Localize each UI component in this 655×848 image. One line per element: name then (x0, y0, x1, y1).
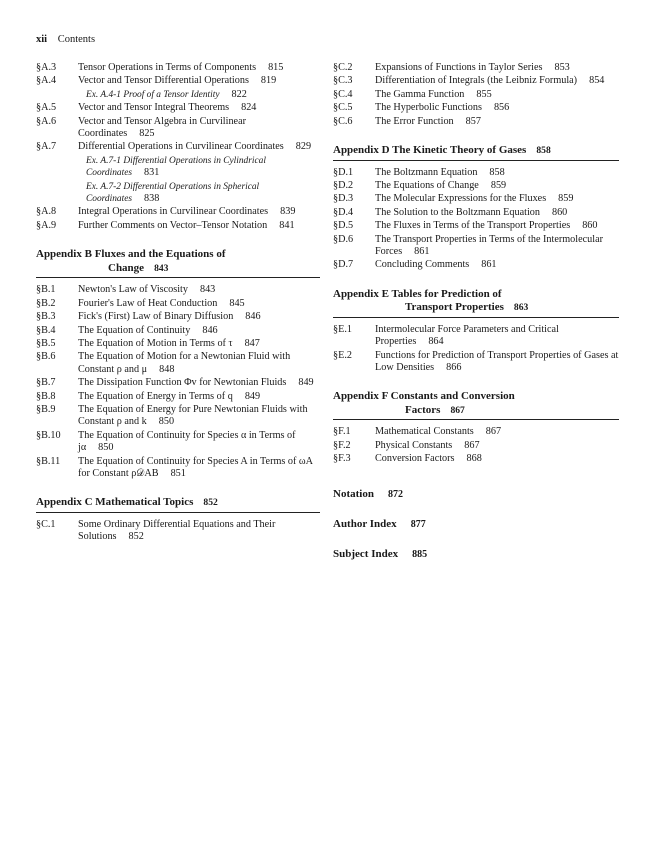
appendix-c-list (36, 519, 320, 544)
toc-entry[interactable] (36, 220, 320, 232)
toc-entry[interactable] (333, 453, 619, 465)
section-number: §A.3 (36, 62, 57, 73)
entry-page-number: 845 (229, 297, 245, 309)
section-number: §B.11 (36, 455, 61, 467)
toc-entry[interactable] (36, 391, 320, 403)
toc-entry[interactable] (333, 89, 619, 101)
toc-entry[interactable] (36, 116, 320, 141)
entry-page-number: 822 (231, 88, 247, 100)
toc-entry[interactable] (36, 62, 320, 74)
entry-page-number: 857 (465, 115, 481, 127)
entry-title: Expansions of Functions in Taylor Series (375, 62, 543, 73)
section-number: §E.1 (333, 323, 352, 335)
toc-entry[interactable] (333, 426, 619, 438)
toc-entry[interactable] (36, 430, 320, 455)
entry-page-number: 847 (244, 337, 260, 349)
entry-page-number: 861 (481, 259, 497, 271)
entry-page-number: 819 (260, 75, 277, 87)
appendix-e-heading[interactable]: Appendix E Tables for Prediction of Transport Properties 863 (333, 288, 619, 318)
entry-page-number: 839 (280, 206, 296, 218)
entry-page-number: 852 (128, 531, 144, 543)
section-number: §B.5 (36, 337, 56, 349)
entry-title: The Dissipation Function Φv for Newtonian Fluids (78, 377, 287, 389)
entry-title: Newton's Law of Viscosity (78, 284, 188, 296)
entry-title: The Hyperbolic Functions (375, 102, 482, 114)
entry-title: Tensor Operations in Terms of Components (78, 62, 257, 73)
entry-title: Differential Operations in Curvilinear Coordinates (78, 141, 284, 153)
toc-entry[interactable] (333, 440, 619, 452)
entry-title: The Equation of Continuity for Species α in Terms of jα (78, 429, 296, 454)
entry-title: Vector and Tensor Algebra in Curvilinear Coordinates (78, 115, 246, 140)
entry-title: Some Ordinary Differential Equations and Their Solutions (78, 518, 276, 543)
running-title: Contents (57, 34, 96, 45)
section-number: §F.1 (333, 426, 351, 438)
entry-title: The Equation of Continuity (78, 324, 191, 336)
entry-title: The Solution to the Boltzmann Equation (375, 206, 540, 218)
section-number: §C.6 (333, 115, 353, 127)
entry-page-number: 860 (582, 220, 598, 232)
entry-title: Fick's (First) Law of Binary Diffusion (78, 311, 234, 323)
entry-title: The Equation of Motion in Terms of τ (78, 337, 233, 349)
left-column (36, 62, 320, 545)
entry-page-number: 856 (493, 102, 510, 114)
page-number: xii (36, 34, 48, 45)
entry-page-number: 825 (139, 128, 155, 140)
section-number: §B.2 (36, 297, 56, 309)
entry-title: Ex. A.4-1 Proof of a Tensor Identity (86, 89, 220, 100)
entry-title: The Gamma Function (375, 88, 465, 100)
section-number: §F.3 (333, 453, 351, 465)
entry-title: Intermolecular Force Parameters and Critical Properties (375, 323, 559, 348)
section-number: §C.4 (333, 88, 353, 100)
section-number: §D.7 (333, 259, 354, 271)
entry-title: Ex. A.7-2 Differential Operations in Spherical Coordinates (86, 181, 260, 205)
toc-entry[interactable] (36, 456, 320, 481)
section-number: §D.6 (333, 233, 354, 245)
appendix-f-list (333, 426, 619, 465)
entry-title: Conversion Factors (375, 453, 455, 465)
section-number: §D.2 (333, 179, 354, 191)
appendix-e-list (333, 324, 619, 375)
toc-entry[interactable] (36, 298, 320, 310)
entry-title: Integral Operations in Curvilinear Coordinates (78, 206, 269, 218)
section-number: §B.10 (36, 429, 61, 441)
section-number: §D.1 (333, 166, 354, 178)
section-number: §E.2 (333, 349, 352, 361)
section-number: §D.3 (333, 193, 354, 205)
entry-title: The Equation of Motion for a Newtonian Fluid with Constant ρ and μ (78, 351, 291, 375)
toc-subentry[interactable] (36, 155, 320, 180)
entry-title: The Equation of Continuity for Species A in Terms of ωA for Constant ρ𝒟AB (78, 455, 313, 479)
entry-title: The Error Function (375, 115, 454, 127)
toc-entry[interactable] (36, 519, 320, 544)
entry-page-number: 850 (158, 416, 175, 428)
entry-title: Differentiation of Integrals (the Leibniz Formula) (375, 75, 578, 87)
entry-page-number: 846 (202, 324, 218, 336)
notation-entry[interactable]: Notation 872 (333, 487, 403, 500)
author-index-entry[interactable]: Author Index 877 (333, 517, 426, 530)
entry-page-number: 829 (295, 141, 312, 153)
toc-entry[interactable] (333, 75, 619, 87)
section-number: §A.7 (36, 141, 57, 153)
entry-title: The Equation of Energy for Pure Newtonian Fluids with Constant ρ and k (78, 403, 308, 428)
toc-entry[interactable] (333, 180, 619, 192)
right-column (333, 62, 619, 560)
toc-entry[interactable] (333, 259, 619, 271)
entry-page-number: 841 (279, 219, 295, 231)
entry-page-number: 866 (446, 362, 462, 373)
section-number: §B.1 (36, 284, 56, 296)
entry-page-number: 867 (464, 439, 480, 451)
toc-entry[interactable] (36, 338, 320, 350)
toc-entry[interactable] (333, 220, 619, 232)
entry-page-number: 849 (298, 377, 314, 389)
section-number: §B.9 (36, 403, 56, 415)
toc-entry[interactable] (333, 167, 619, 179)
section-number: §B.8 (36, 390, 56, 402)
toc-entry[interactable] (333, 116, 619, 128)
entry-page-number: 861 (414, 245, 430, 257)
entry-page-number: 855 (476, 88, 492, 100)
section-number: §D.5 (333, 220, 354, 232)
entry-page-number: 853 (554, 62, 570, 73)
toc-entry[interactable] (333, 350, 619, 375)
appendix-b-heading[interactable]: Appendix B Fluxes and the Equations of Change 843 (36, 248, 320, 278)
entry-page-number: 868 (466, 453, 482, 465)
toc-entry[interactable] (36, 75, 320, 87)
toc-entry[interactable] (333, 102, 619, 114)
toc-entry[interactable] (36, 141, 320, 153)
section-number: §D.4 (333, 206, 354, 218)
entry-title: Further Comments on Vector–Tensor Notation (78, 219, 268, 231)
entry-page-number: 848 (159, 363, 175, 375)
entry-title: Functions for Prediction of Transport Properties of Gases at Low Densities (375, 349, 619, 373)
running-head (36, 34, 95, 45)
entry-page-number: 838 (144, 193, 160, 205)
section-number: §A.4 (36, 75, 57, 87)
entry-page-number: 815 (268, 62, 284, 73)
entry-page-number: 850 (98, 442, 114, 454)
section-number: §A.5 (36, 102, 57, 114)
entry-title: Physical Constants (375, 439, 453, 451)
entry-page-number: 849 (244, 390, 261, 402)
section-number: §F.2 (333, 439, 351, 451)
entry-page-number: 859 (490, 179, 507, 191)
entry-page-number: 867 (485, 426, 502, 438)
toc-entry[interactable] (36, 325, 320, 337)
entry-title: The Boltzmann Equation (375, 166, 478, 178)
section-number: §C.1 (36, 518, 56, 530)
toc-entry[interactable] (36, 284, 320, 296)
section-number: §C.3 (333, 75, 353, 87)
toc-entry[interactable] (333, 193, 619, 205)
entry-title: The Fluxes in Terms of the Transport Properties (375, 220, 571, 232)
toc-entry[interactable] (36, 404, 320, 429)
entry-title: The Equations of Change (375, 179, 479, 191)
toc-entry[interactable] (36, 377, 320, 389)
appendix-c-continued-list (333, 62, 619, 128)
section-number: §B.6 (36, 351, 56, 363)
entry-page-number: 864 (428, 336, 444, 348)
entry-page-number: 860 (551, 206, 568, 218)
section-number: §A.6 (36, 115, 57, 127)
entry-title: Vector and Tensor Integral Theorems (78, 102, 230, 114)
section-number: §B.3 (36, 311, 56, 323)
section-number: §A.8 (36, 206, 57, 218)
entry-page-number: 831 (144, 167, 160, 179)
toc-entry[interactable] (36, 351, 320, 376)
entry-title: Ex. A.7-1 Differential Operations in Cylindrical Coordinates (86, 155, 266, 179)
toc-entry[interactable] (36, 102, 320, 114)
section-number: §C.5 (333, 102, 353, 114)
entry-title: Vector and Tensor Differential Operations (78, 75, 249, 87)
entry-page-number: 824 (241, 102, 257, 114)
toc-subentry[interactable] (36, 89, 320, 101)
entry-title: The Molecular Expressions for the Fluxes (375, 193, 547, 205)
appendix-b-list (36, 284, 320, 480)
subject-index-entry[interactable]: Subject Index 885 (333, 547, 428, 560)
section-number: §B.4 (36, 324, 56, 336)
toc-subentry[interactable] (36, 181, 320, 206)
appendix-d-list (333, 167, 619, 272)
section-number: §B.7 (36, 377, 56, 389)
section-number: §A.9 (36, 219, 57, 231)
section-number: §C.2 (333, 62, 353, 73)
entry-title: The Equation of Energy in Terms of q (78, 390, 233, 402)
entry-page-number: 851 (170, 467, 186, 479)
toc-entry[interactable] (333, 324, 619, 349)
appendix-d-heading[interactable]: Appendix D The Kinetic Theory of Gases 858 (333, 144, 619, 161)
entry-title: Fourier's Law of Heat Conduction (78, 297, 218, 309)
appendix-a-continued-list (36, 62, 320, 232)
toc-entry[interactable] (333, 62, 619, 74)
appendix-f-heading[interactable]: Appendix F Constants and Conversion Factors 867 (333, 390, 619, 420)
entry-page-number: 846 (245, 311, 261, 323)
toc-entry[interactable] (333, 234, 619, 259)
entry-page-number: 843 (199, 284, 216, 296)
entry-title: Mathematical Constants (375, 426, 474, 438)
toc-entry[interactable] (36, 206, 320, 218)
entry-title: Concluding Comments (375, 259, 470, 271)
toc-entry[interactable] (333, 207, 619, 219)
entry-page-number: 858 (489, 166, 505, 178)
entry-page-number: 854 (589, 75, 605, 87)
entry-page-number: 859 (558, 193, 574, 205)
toc-entry[interactable] (36, 311, 320, 323)
appendix-c-heading[interactable]: Appendix C Mathematical Topics 852 (36, 496, 320, 513)
entry-title: The Transport Properties in Terms of the Intermolecular Forces (375, 233, 603, 257)
